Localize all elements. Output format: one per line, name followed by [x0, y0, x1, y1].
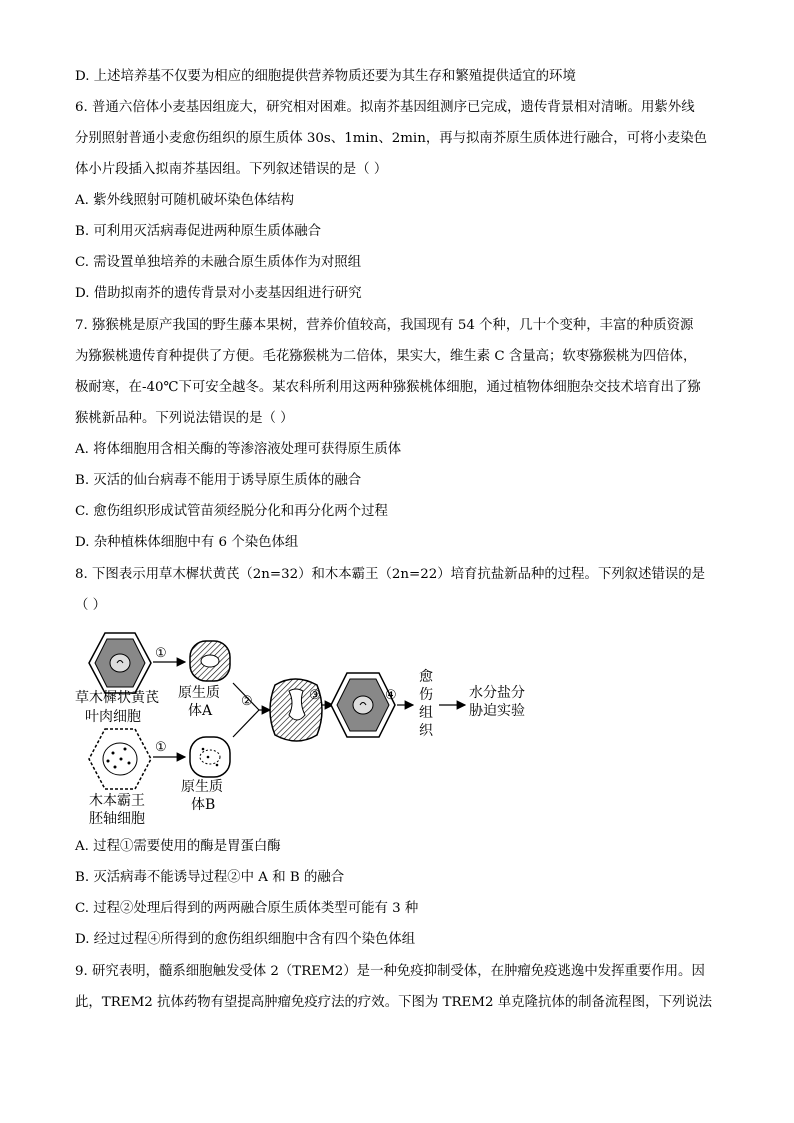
q7-stem-line-1: 7. 猕猴桃是原产我国的野生藤本果树，营养价值较高，我国现有 54 个种，几十个变种，丰富的种质资源 [75, 318, 694, 333]
q9-stem-line-2: 此，TREM2 抗体药物有望提高肿瘤免疫疗法的疗效。下图为 TREM2 单克隆抗体的制备流程图，下列说法 [75, 995, 713, 1010]
q6-option-a: A. 紫外线照射可随机破坏染色体结构 [75, 193, 295, 208]
q8-option-d: D. 经过过程④所得到的愈伤组织细胞中含有四个染色体组 [75, 932, 416, 947]
regenerated-cell-icon [331, 673, 395, 737]
q7-option-b: B. 灭活的仙台病毒不能用于诱导原生质体的融合 [75, 473, 362, 488]
protoplast-b-label-2: 体B [191, 797, 216, 813]
protoplast-b-label-1: 原生质 [181, 779, 223, 795]
cell-a-label-1: 草木樨状黄芪 [75, 690, 159, 706]
step1-bottom: ① [155, 740, 167, 755]
q9-stem-line-1: 9. 研究表明，髓系细胞触发受体 2（TREM2）是一种免疫抑制受体，在肿瘤免疫逃逸中发挥重要作用。因 [75, 964, 705, 979]
q6-stem-line-2: 分别照射普通小麦愈伤组织的原生质体 30s、1min、2min，再与拟南芥原生质体进行融合，可将小麦染色 [75, 131, 708, 146]
mesophyll-cell-icon [89, 633, 151, 693]
q6-option-d: D. 借助拟南芥的遗传背景对小麦基因组进行研究 [75, 286, 362, 301]
q8-figure [75, 625, 555, 825]
result-label-1: 水分盐分 [469, 685, 525, 701]
q8-stem-line-1: 8. 下图表示用草木樨状黄芪（2n=32）和木本霸王（2n=22）培育抗盐新品种的过程。下列叙述错误的是 [75, 567, 706, 582]
hypocotyl-cell-icon [89, 729, 151, 789]
q7-option-a: A. 将体细胞用含相关酶的等渗溶液处理可获得原生质体 [75, 442, 402, 457]
q5-option-d: D. 上述培养基不仅要为相应的细胞提供营养物质还要为其生存和繁殖提供适宜的环境 [75, 69, 576, 84]
cell-b-label-2: 胚轴细胞 [89, 811, 145, 825]
q6-stem-line-3: 体小片段插入拟南芥基因组。下列叙述错误的是（ ） [75, 162, 388, 177]
step2: ② [241, 694, 253, 709]
q6-option-b: B. 可利用灭活病毒促进两种原生质体融合 [75, 224, 321, 239]
q6-stem-line-1: 6. 普通六倍体小麦基因组庞大，研究相对困难。拟南芥基因组测序已完成，遗传背景相对清晰。用紫外线 [75, 100, 695, 115]
step4: ④ [385, 688, 397, 703]
q8-option-a: A. 过程①需要使用的酶是胃蛋白酶 [75, 839, 281, 854]
q7-stem-line-3: 极耐寒，在-40℃下可安全越冬。某农科所利用这两种猕猴桃体细胞，通过植物体细胞杂交技术培育出了猕 [75, 380, 701, 395]
protoplast-b-icon [190, 737, 230, 777]
step3: ③ [309, 688, 321, 703]
q7-stem-line-2: 为猕猴桃遗传育种提供了方便。毛花猕猴桃为二倍体，果实大，维生素 C 含量高；软枣猕猴桃为四倍体， [75, 349, 697, 364]
result-label-2: 胁迫实验 [469, 703, 525, 719]
callus-label-2: 伤 [419, 687, 433, 703]
q8-option-b: B. 灭活病毒不能诱导过程②中 A 和 B 的融合 [75, 870, 345, 885]
q8-option-c: C. 过程②处理后得到的两两融合原生质体类型可能有 3 种 [75, 901, 419, 916]
q7-stem-line-4: 猴桃新品种。下列说法错误的是（ ） [75, 411, 294, 426]
step1-top: ① [155, 646, 167, 661]
cell-a-label-2: 叶肉细胞 [85, 709, 141, 725]
protoplast-a-label-1: 原生质 [178, 685, 220, 701]
callus-label-3: 组 [419, 705, 433, 721]
protoplast-a-label-2: 体A [188, 703, 213, 719]
cell-b-label-1: 木本霸王 [89, 793, 145, 809]
protoplast-a-icon [190, 641, 230, 681]
q7-option-d: D. 杂种植株体细胞中有 6 个染色体组 [75, 535, 299, 550]
q6-option-c: C. 需设置单独培养的未融合原生质体作为对照组 [75, 255, 362, 270]
q7-option-c: C. 愈伤组织形成试管苗须经脱分化和再分化两个过程 [75, 504, 388, 519]
q8-stem-line-2: （ ） [75, 598, 107, 613]
callus-label-4: 织 [419, 723, 433, 739]
callus-label-1: 愈 [419, 669, 433, 685]
